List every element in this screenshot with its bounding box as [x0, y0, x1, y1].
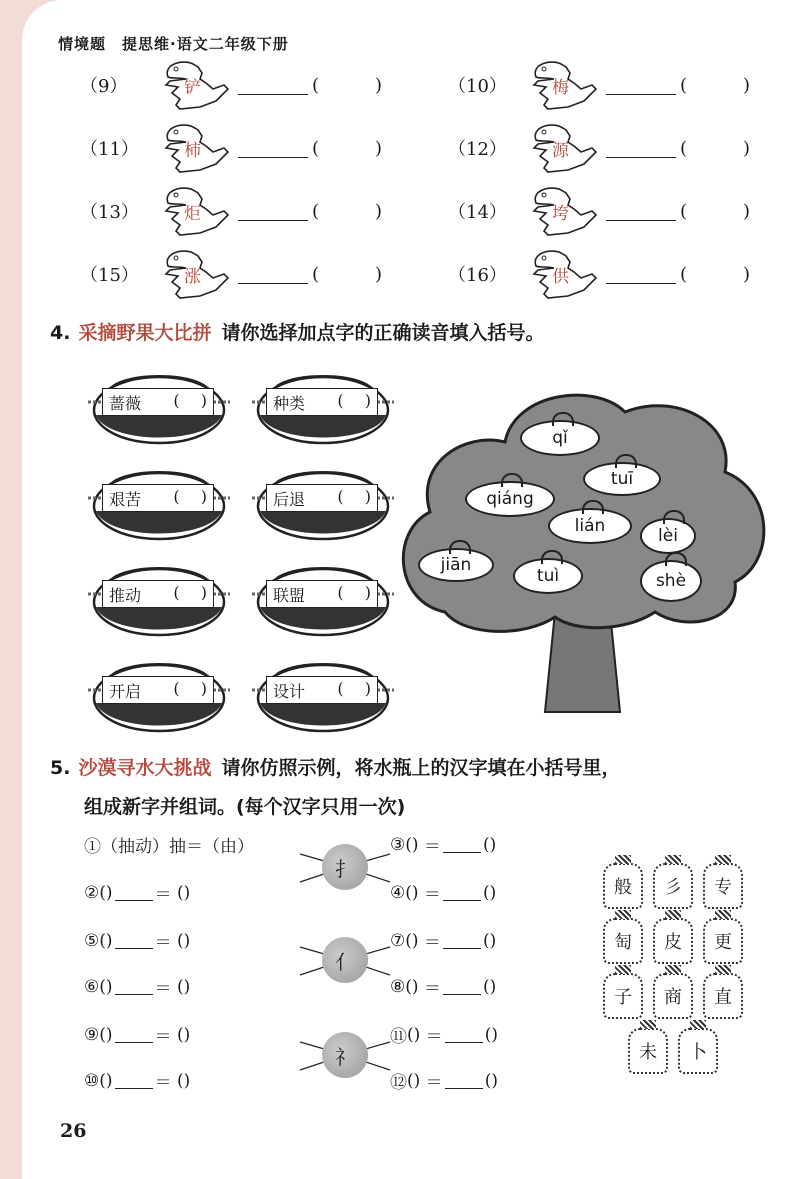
- fruit-pinyin[interactable]: tuī: [583, 462, 661, 496]
- basket-item: [252, 461, 394, 543]
- left-row: ⑨ ( ) ＝ ( ): [84, 1024, 191, 1047]
- basket-item: [88, 557, 230, 639]
- fruit-pinyin[interactable]: shè: [640, 560, 702, 602]
- pinyin-parens[interactable]: ( ): [680, 263, 750, 285]
- basket-item: [88, 653, 230, 735]
- answer-blank[interactable]: [606, 201, 676, 221]
- right-row: ⑫ ( ) ＝ ( ): [390, 1070, 498, 1093]
- word-label[interactable]: 开启 ( ): [102, 676, 214, 704]
- answer-blank[interactable]: [443, 837, 481, 853]
- pinyin-parens[interactable]: ( ): [680, 74, 750, 96]
- answer-blank[interactable]: [115, 885, 153, 901]
- answer-blank[interactable]: [238, 264, 308, 284]
- section-5-instruction-2: 组成新字并组词。(每个汉字只用一次): [84, 796, 406, 818]
- answer-blank[interactable]: [606, 75, 676, 95]
- left-row: ⑩ ( ) ＝ ( ): [84, 1070, 191, 1093]
- fruit-pinyin[interactable]: jiān: [418, 548, 494, 582]
- pinyin-parens[interactable]: ( ): [312, 74, 382, 96]
- answer-blank[interactable]: [115, 1073, 153, 1089]
- answer-blank[interactable]: [443, 979, 481, 995]
- dino-item: （10） 梅 ( ): [448, 60, 750, 110]
- answer-blank[interactable]: [238, 75, 308, 95]
- dinosaur-icon: 涨: [158, 248, 238, 300]
- dinosaur-icon: 炬: [158, 185, 238, 237]
- water-bottle[interactable]: 子: [603, 973, 643, 1019]
- answer-blank[interactable]: [606, 264, 676, 284]
- water-bottle[interactable]: 未: [628, 1028, 668, 1074]
- dino-item: （11） 柿 ( ): [80, 123, 382, 173]
- word-label[interactable]: 推动 ( ): [102, 580, 214, 608]
- word-label[interactable]: 后退 ( ): [266, 484, 378, 512]
- dino-item: （9） 铲 ( ): [80, 60, 382, 110]
- pinyin-parens[interactable]: ( ): [312, 200, 382, 222]
- answer-blank[interactable]: [238, 201, 308, 221]
- pinyin-parens[interactable]: ( ): [312, 263, 382, 285]
- right-row: ⑧ ( ) ＝ ( ): [390, 976, 497, 999]
- dinosaur-icon: 柿: [158, 122, 238, 174]
- water-bottle[interactable]: 更: [703, 918, 743, 964]
- section-5-title: 沙漠寻水大挑战: [78, 757, 212, 779]
- radical-ball: 扌: [322, 844, 368, 890]
- basket-item: [252, 557, 394, 639]
- example-row: ①（抽动）抽＝（由）: [84, 837, 254, 857]
- dinosaur-icon: 供: [526, 248, 606, 300]
- dino-item: （12） 源 ( ): [448, 123, 750, 173]
- pinyin-parens[interactable]: ( ): [680, 137, 750, 159]
- section-4-heading: 4. 采摘野果大比拼 请你选择加点字的正确读音填入括号。: [50, 322, 545, 344]
- answer-blank[interactable]: [115, 933, 153, 949]
- dinosaur-icon: 垮: [526, 185, 606, 237]
- right-row: ⑦ ( ) ＝ ( ): [390, 930, 497, 953]
- basket-item: [88, 461, 230, 543]
- answer-blank[interactable]: [238, 138, 308, 158]
- dinosaur-icon: 铲: [158, 59, 238, 111]
- fruit-pinyin[interactable]: tuì: [513, 558, 583, 594]
- dinosaur-icon: 源: [526, 122, 606, 174]
- pinyin-parens[interactable]: ( ): [680, 200, 750, 222]
- word-label[interactable]: 艰苦 ( ): [102, 484, 214, 512]
- radical-ball: 礻: [322, 1032, 368, 1078]
- basket-item: [88, 365, 230, 447]
- water-bottle[interactable]: 般: [603, 863, 643, 909]
- right-row: ③ ( ) ＝ ( ): [390, 834, 497, 857]
- dino-item: （13） 炬 ( ): [80, 186, 382, 236]
- answer-blank[interactable]: [115, 1027, 153, 1043]
- left-row: ⑤ ( ) ＝ ( ): [84, 930, 191, 953]
- fruit-pinyin[interactable]: qiáng: [465, 481, 555, 517]
- section-5-heading: 5. 沙漠寻水大挑战 请你仿照示例，将水瓶上的汉字填在小括号里，: [50, 757, 621, 779]
- running-header: 情境题 提思维·语文二年级下册: [58, 35, 289, 53]
- water-bottle[interactable]: 卜: [678, 1028, 718, 1074]
- answer-blank[interactable]: [445, 1027, 483, 1043]
- answer-blank[interactable]: [115, 979, 153, 995]
- fruit-pinyin[interactable]: lián: [548, 508, 632, 544]
- word-label[interactable]: 种类 ( ): [266, 388, 378, 416]
- pinyin-parens[interactable]: ( ): [312, 137, 382, 159]
- answer-blank[interactable]: [443, 885, 481, 901]
- basket-item: [252, 365, 394, 447]
- water-bottle[interactable]: 皮: [653, 918, 693, 964]
- right-row: ⑪ ( ) ＝ ( ): [390, 1024, 498, 1047]
- water-bottle[interactable]: 直: [703, 973, 743, 1019]
- right-row: ④ ( ) ＝ ( ): [390, 882, 497, 905]
- answer-blank[interactable]: [443, 933, 481, 949]
- word-label[interactable]: 蔷薇 ( ): [102, 388, 214, 416]
- water-bottle[interactable]: 专: [703, 863, 743, 909]
- water-bottle[interactable]: 匋: [603, 918, 643, 964]
- page-number: 26: [60, 1120, 87, 1142]
- section-4-title: 采摘野果大比拼: [78, 322, 212, 344]
- left-row: ② ( ) ＝ ( ): [84, 882, 191, 905]
- answer-blank[interactable]: [606, 138, 676, 158]
- dinosaur-icon: 梅: [526, 59, 606, 111]
- water-bottle[interactable]: 彡: [653, 863, 693, 909]
- fruit-pinyin[interactable]: lèi: [640, 518, 696, 554]
- radical-ball: 亻: [322, 937, 368, 983]
- left-row: ⑥ ( ) ＝ ( ): [84, 976, 191, 999]
- water-bottle[interactable]: 商: [653, 973, 693, 1019]
- dino-item: （16） 供 ( ): [448, 249, 750, 299]
- answer-blank[interactable]: [445, 1073, 483, 1089]
- basket-item: [252, 653, 394, 735]
- dino-item: （14） 垮 ( ): [448, 186, 750, 236]
- fruit-pinyin[interactable]: qǐ: [520, 420, 600, 456]
- word-label[interactable]: 设计 ( ): [266, 676, 378, 704]
- dino-item: （15） 涨 ( ): [80, 249, 382, 299]
- word-label[interactable]: 联盟 ( ): [266, 580, 378, 608]
